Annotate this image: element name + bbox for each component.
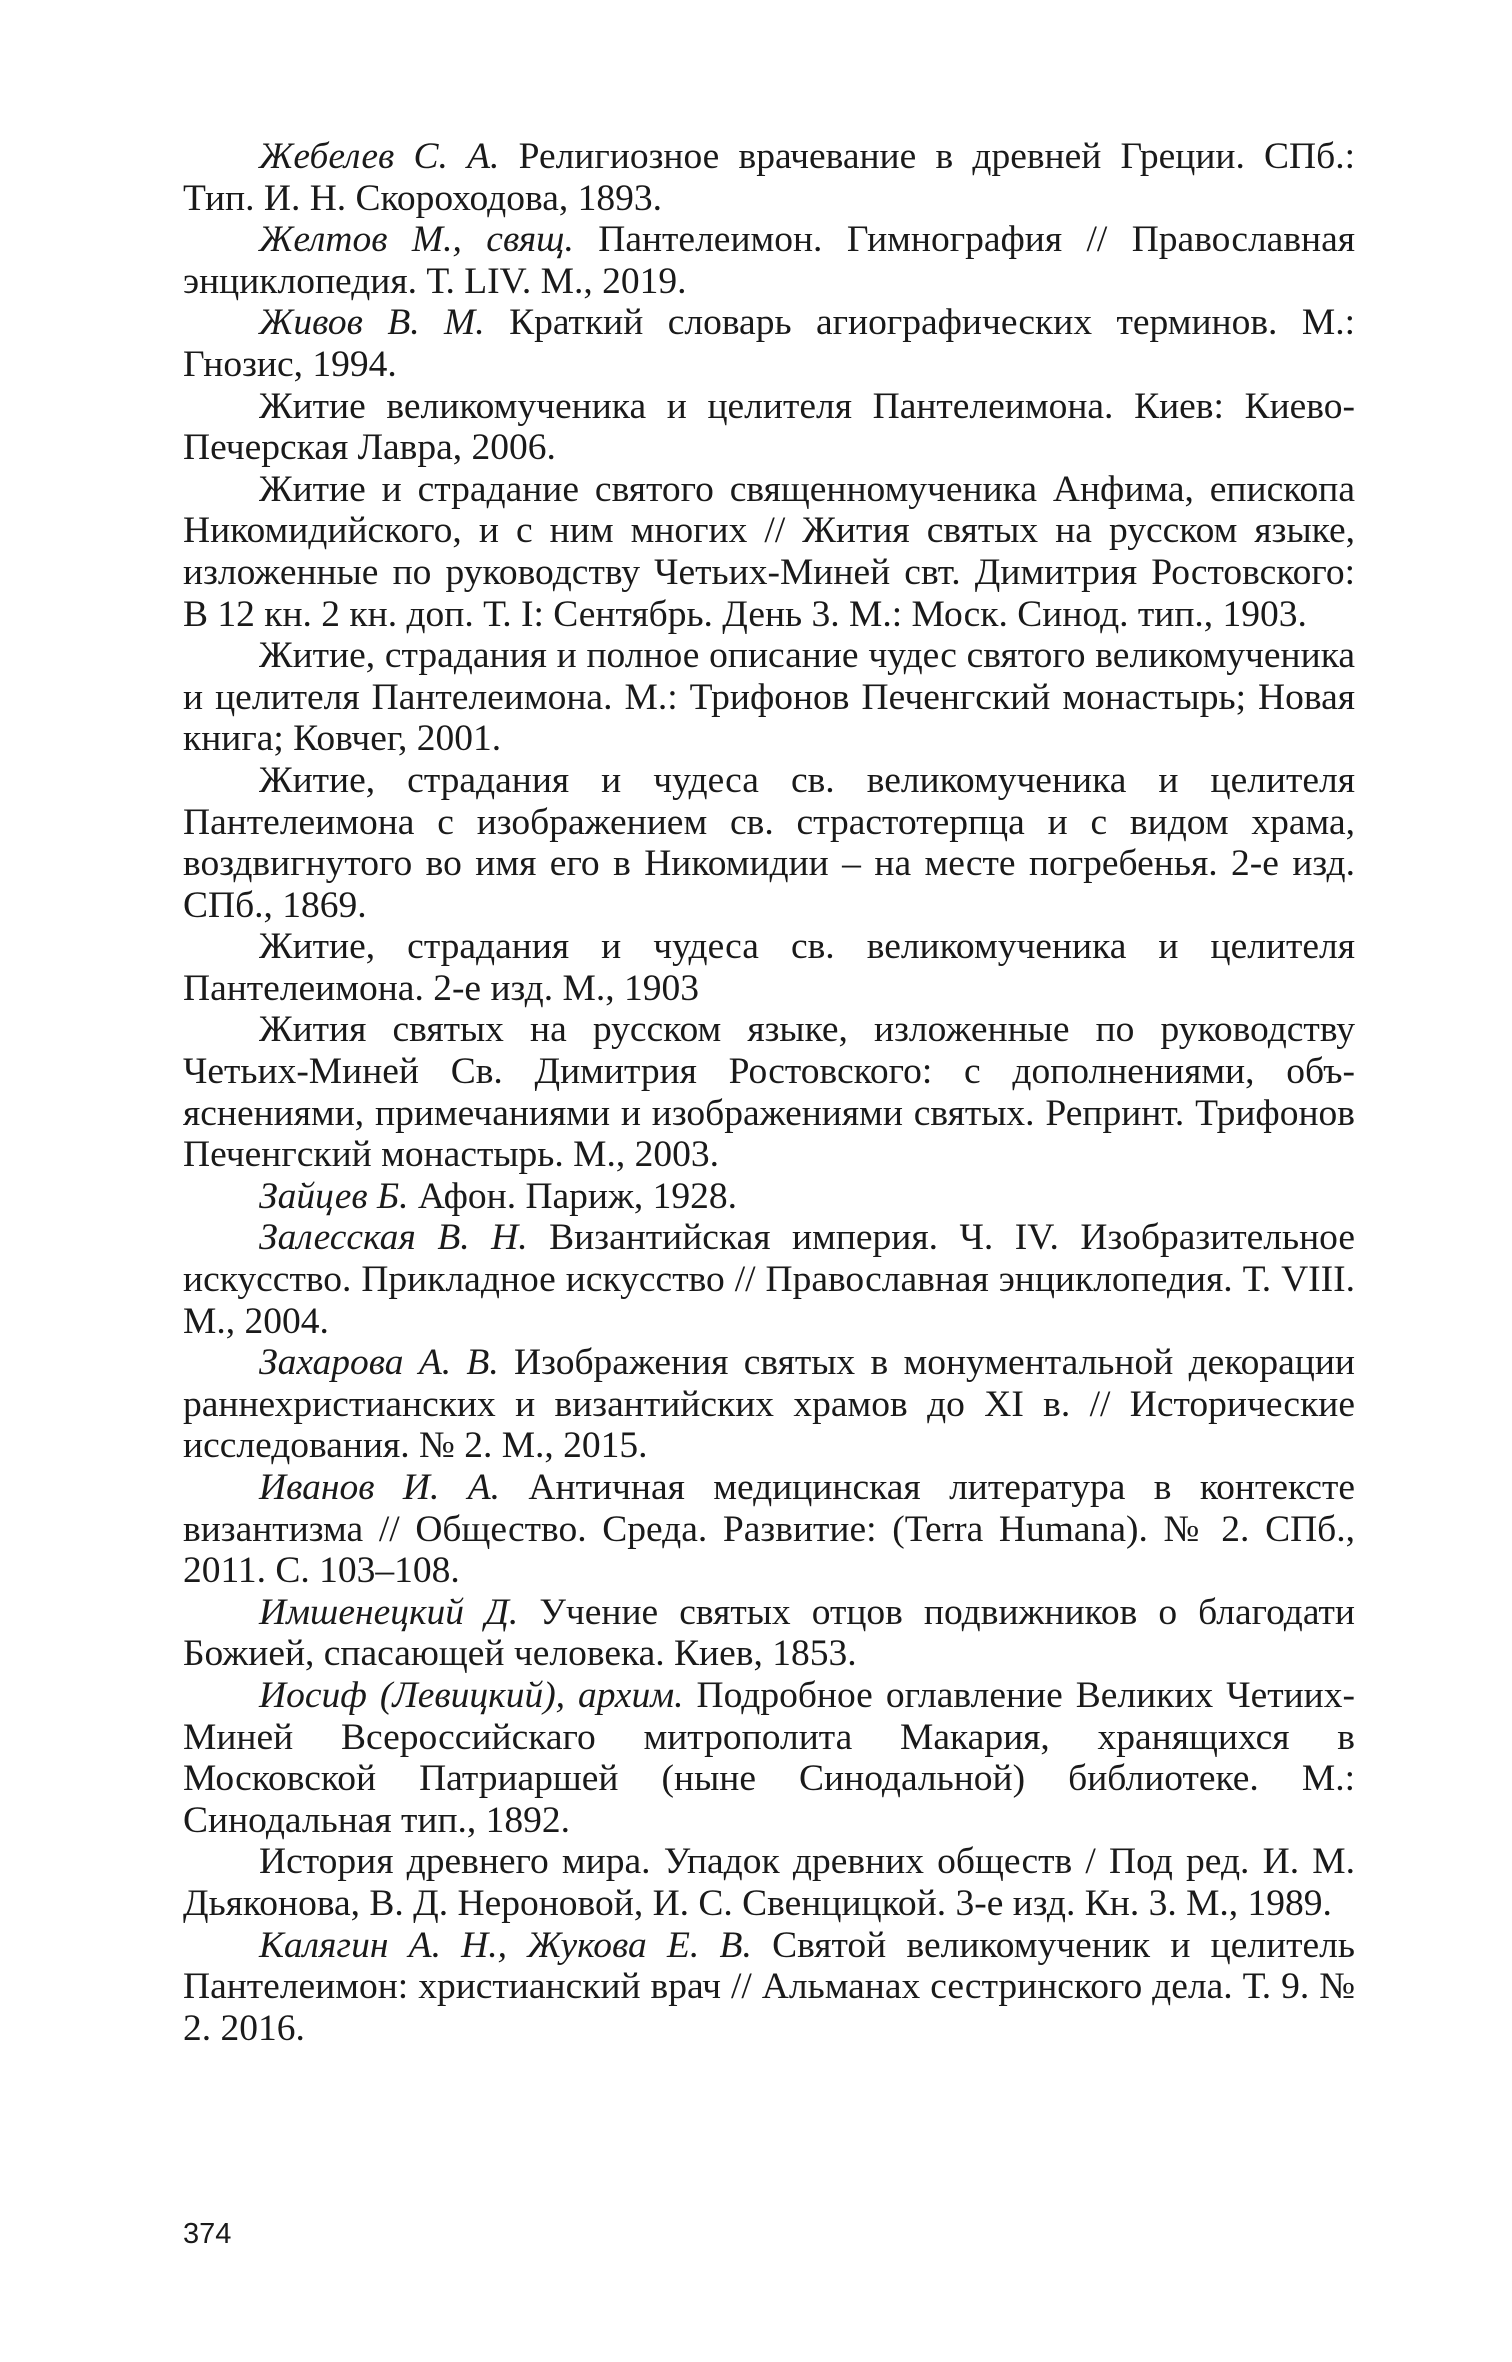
entry-text: Религиозное врачевание в древней Греции. СПб.: Тип. И. Н. Скороходова, 1893. — [183, 136, 1356, 219]
entry-author: Калягин А. Н., Жукова Е. В. — [259, 1924, 752, 1966]
bibliography-entry — [183, 302, 1355, 385]
entry-author: Имшенецкий Д. — [259, 1591, 519, 1633]
bibliography-entry — [183, 219, 1355, 302]
entry-text: История древнего мира. Упадок древних обществ / Под ред. И. М. Дьяконова, В. Д. Нероновой, И. С. Свенцицкой. 3-е изд. Кн. 3. М., 1989. — [183, 1841, 1355, 1924]
bibliography-entry — [183, 1675, 1355, 1841]
bibliography-entry — [183, 136, 1355, 219]
bibliography-entry — [183, 1009, 1355, 1175]
bibliography-entry — [183, 386, 1355, 469]
entry-author: Зайцев Б. — [259, 1175, 409, 1217]
entry-text: Житие, страдания и полное описание чудес святого великомученика и целителя Пантелеимона. М.: Трифонов Печенгский монастырь; Новая книга; Ковчег, 2001. — [183, 635, 1355, 760]
entry-author: Захарова А. В. — [259, 1342, 499, 1384]
entry-text: Житие и страдание святого священномученика Анфима, епископа Никомидийского, и с ним многих // Жития святых на русском языке, изложенные по руководству Четьих-Миней свт. Димитрия Ростовского: В 12 кн. 2 кн. доп. Т. I: Сентябрь. День 3. М.: Моск. Синод. тип., 1903. — [183, 468, 1355, 635]
entry-text: Житие, страдания и чудеса св. великомученика и целителя Пантелеимона с изображением св. страстотерпца и с видом храма, воздвигнутого во имя его в Никомидии – на месте погребенья. 2-е изд. СПб., 1869. — [183, 759, 1355, 926]
entry-author: Залесская В. Н. — [259, 1217, 528, 1259]
page-number: 374 — [183, 2218, 232, 2250]
bibliography-entry — [183, 926, 1355, 1009]
entry-text: Пантелеимон. Гимнография // Православная энциклопедия. Т. LIV. М., 2019. — [183, 219, 1355, 302]
bibliography-entry — [183, 1592, 1355, 1675]
entry-author: Жебелев С. А. — [259, 136, 500, 177]
bibliography-entry — [183, 1217, 1355, 1342]
entry-text: Подробное оглавление Великих Четиих-Миней Всероссийскаго митрополита Макария, хранящихся в Московской Патриаршей (ныне Синодальной) библиотеке. М.: Синодальная тип., 1892. — [183, 1674, 1355, 1841]
bibliography-entry — [183, 1176, 1355, 1218]
entry-text: Краткий словарь агиографических терминов. М.: Гнозис, 1994. — [183, 302, 1356, 385]
entry-text: Житие великомученика и целителя Пантелеимона. Киев: Киево-Печерская Лавра, 2006. — [183, 385, 1355, 469]
bibliography-entry — [183, 1841, 1355, 1924]
entry-author: Желтов М., свящ. — [259, 219, 574, 261]
bibliography-entry — [183, 469, 1355, 635]
entry-text: Учение святых отцов подвижников о благодати Божией, спасающей человека. Киев, 1853. — [183, 1591, 1355, 1675]
entry-author: Иосиф (Левицкий), архим. — [259, 1674, 684, 1716]
entry-text: Святой великомученик и целитель Пантелеимон: христианский врач // Альманах сестринского дела. Т. 9. № 2. 2016. — [183, 1924, 1355, 2049]
entry-text: Византийская империя. Ч. IV. Изобразительное искусство. Прикладное искусство // Православная энциклопедия. Т. VIII. М., 2004. — [183, 1217, 1355, 1342]
entry-author: Живов В. М. — [259, 302, 485, 344]
bibliography-entry — [183, 1925, 1355, 2050]
bibliography-entry — [183, 1467, 1355, 1592]
bibliography-entry — [183, 635, 1355, 760]
entry-text: Жития святых на русском языке, изложенные по руководству Четьих-Миней Св. Димитрия Ростовского: с дополнениями, объяснениями, примечаниями и изображениями святых. Репринт. Трифонов Печенгский монастырь. М., 2003. — [183, 1009, 1355, 1176]
bibliography-list — [183, 136, 1355, 2049]
bibliography-entry — [183, 1342, 1355, 1467]
entry-author: Иванов И. А. — [259, 1467, 501, 1508]
entry-text: Изображения святых в монументальной декорации раннехристианских и византийских храмов до XI в. // Исторические исследования. № 2. М., 2015. — [183, 1342, 1355, 1467]
bibliography-entry — [183, 760, 1355, 926]
entry-text: Античная медицинская литература в контексте византизма // Общество. Среда. Развитие: (Terra Humana). № 2. СПб., 2011. С. 103–108. — [183, 1467, 1355, 1592]
entry-text: Афон. Париж, 1928. — [408, 1175, 738, 1217]
entry-text: Житие, страдания и чудеса св. великомученика и целителя Пантелеимона. 2-е изд. М., 1903 — [183, 926, 1355, 1009]
